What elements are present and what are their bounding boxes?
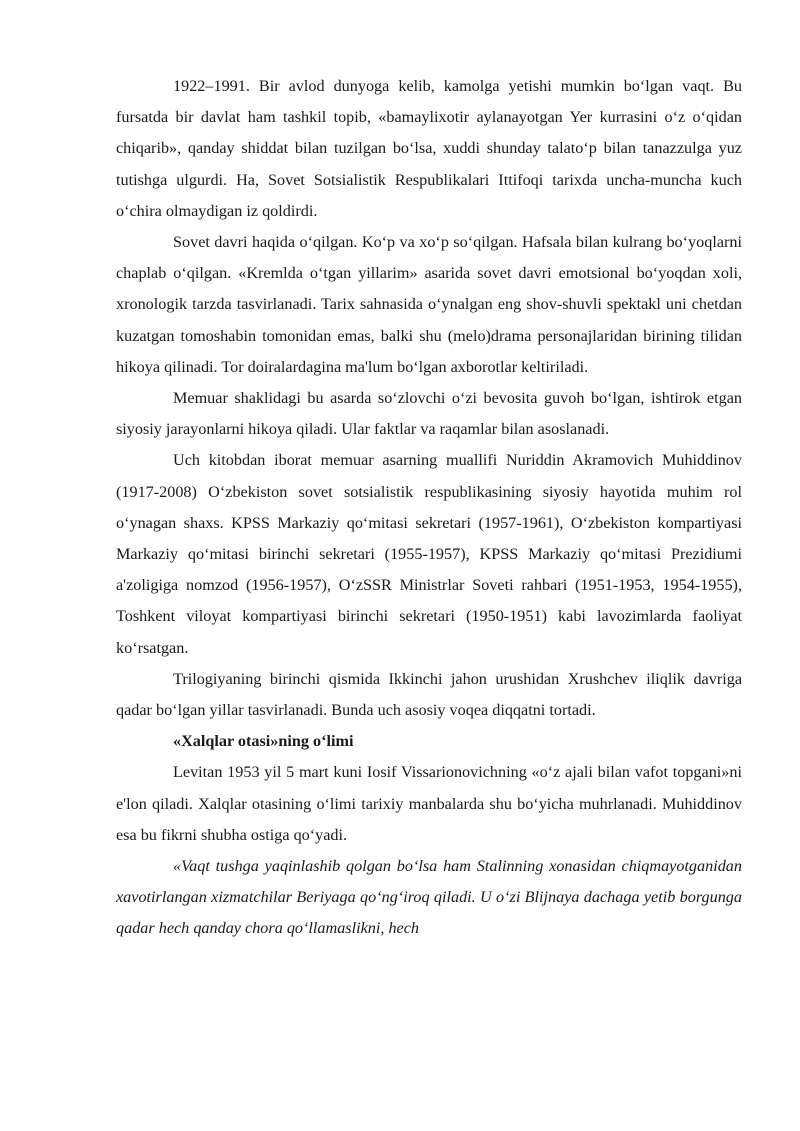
paragraph-levitan: Levitan 1953 yil 5 mart kuni Iosif Vissarionovichning «oʻz ajali bilan vafot topgani»ni e'lon qiladi. Xalqlar otasining oʻlimi tarixiy manbalarda shu boʻyicha muhrlanadi. Muhiddinov esa bu fikrni shubha ostiga qoʻyadi. xyxy=(116,763,742,844)
paragraph-trilogy: Trilogiyaning birinchi qismida Ikkinchi jahon urushidan Xrushchev iliqlik davriga qadar boʻlgan yillar tasvirlanadi. Bunda uch asosiy voqea diqqatni tortadi. xyxy=(116,669,742,720)
section-heading: «Xalqlar otasi»ning oʻlimi xyxy=(173,732,354,751)
paragraph-memoir-form: Memuar shaklidagi bu asarda soʻzlovchi oʻzi bevosita guvoh boʻlgan, ishtirok etgan siyosiy jarayonlarni hikoya qiladi. Ular faktlar va raqamlar bilan asoslanadi. xyxy=(116,389,742,439)
document-page xyxy=(116,71,742,945)
paragraph-intro: 1922–1991. Bir avlod dunyoga kelib, kamolga yetishi mumkin boʻlgan vaqt. Bu fursatda bir davlat ham tashkil topib, «bamaylixotir aylanayotgan Yer kurrasini oʻz oʻqidan chiqarib», qanday shiddat bilan tuzilgan boʻlsa, xuddi shunday talatoʻp bilan tanazzulga yuz tutishga ulgurdi. Ha, Sovet Sotsialistik Respublikalari Ittifoqi tarixda uncha-muncha kuch oʻchira olmaydigan iz qoldirdi. xyxy=(116,77,742,220)
paragraph-soviet-era: Sovet davri haqida oʻqilgan. Koʻp va xoʻp soʻqilgan. Hafsala bilan kulrang boʻyoqlarni chaplab oʻqilgan. «Kremlda oʻtgan yillarim» asarida sovet davri emotsional boʻyoqdan xoli, xronologik tarzda tasvirlanadi. Tarix sahnasida oʻynalgan eng shov-shuvli spektakl uni chetdan kuzatgan tomoshabin tomonidan emas, balki shu (melo)drama personajlaridan birining tilidan hikoya qilinadi. Tor doiralardagina ma'lum boʻlgan axborotlar keltiriladi. xyxy=(116,233,742,376)
quote-paragraph: «Vaqt tushga yaqinlashib qolgan boʻlsa ham Stalinning xonasidan chiqmayotganidan xavotirlangan xizmatchilar Beriyaga qoʻngʻiroq qiladi. U oʻzi Blijnaya dachaga yetib borgunga qadar hech qanday chora qoʻllamaslikni, hech xyxy=(116,857,742,938)
paragraph-author-bio: Uch kitobdan iborat memuar asarning muallifi Nuriddin Akramovich Muhiddinov (1917-2008) Oʻzbekiston sovet sotsialistik respublikasining siyosiy hayotida muhim rol oʻynagan shaxs. KPSS Markaziy qoʻmitasi sekretari (1957-1961), Oʻzbekiston kompartiyasi Markaziy qoʻmitasi birinchi sekretari (1955-1957), KPSS Markaziy qoʻmitasi Prezidiumi a'zoligiga nomzod (1956-1957), OʻzSSR Ministrlar Soveti rahbari (1951-1953, 1954-1955), Toshkent viloyat kompartiyasi birinchi sekretari (1950-1951) kabi lavozimlarda faoliyat koʻrsatgan. xyxy=(116,451,742,657)
